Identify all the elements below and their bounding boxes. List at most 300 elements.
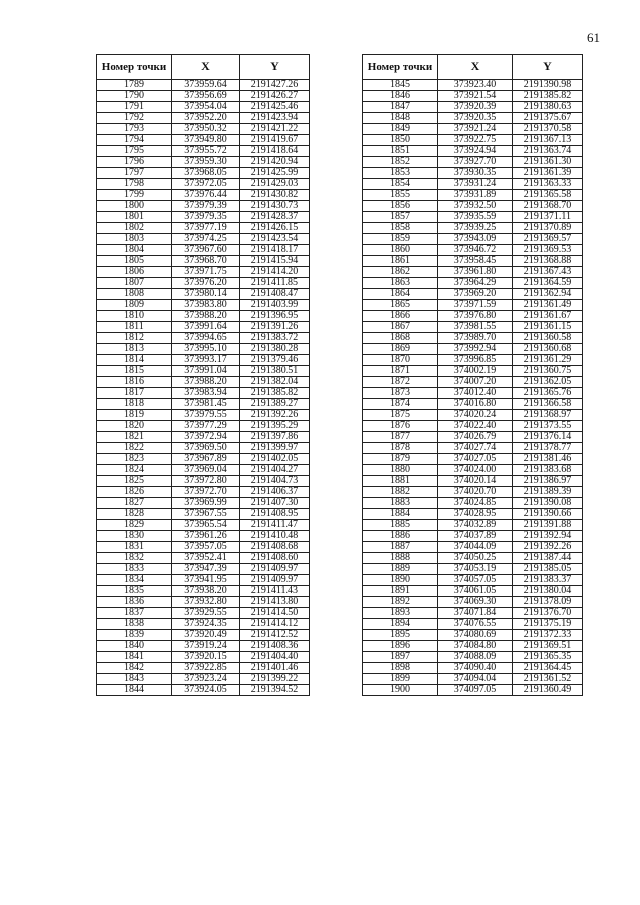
point-number-cell: 1828 <box>97 509 172 520</box>
table-row <box>97 168 310 179</box>
point-number-cell: 1850 <box>363 135 438 146</box>
table-row <box>363 421 583 432</box>
point-number-cell: 1883 <box>363 498 438 509</box>
x-coordinate-cell: 374024.00 <box>438 465 513 476</box>
y-coordinate-cell: 2191391.88 <box>513 520 583 531</box>
point-number-cell: 1872 <box>363 377 438 388</box>
table-row <box>363 443 583 454</box>
point-number-cell: 1795 <box>97 146 172 157</box>
x-coordinate-cell: 373969.20 <box>438 289 513 300</box>
table-row <box>363 333 583 344</box>
table-row <box>97 388 310 399</box>
x-coordinate-cell: 374028.95 <box>438 509 513 520</box>
table-row <box>363 685 583 696</box>
y-coordinate-cell: 2191368.70 <box>513 201 583 212</box>
table-row <box>363 388 583 399</box>
table-row <box>97 630 310 641</box>
point-number-cell: 1813 <box>97 344 172 355</box>
y-coordinate-cell: 2191371.11 <box>513 212 583 223</box>
x-coordinate-cell: 373943.09 <box>438 234 513 245</box>
y-coordinate-cell: 2191385.82 <box>240 388 310 399</box>
point-number-cell: 1835 <box>97 586 172 597</box>
table-row <box>363 146 583 157</box>
table-row <box>363 575 583 586</box>
point-number-cell: 1857 <box>363 212 438 223</box>
point-number-cell: 1896 <box>363 641 438 652</box>
table-row <box>97 520 310 531</box>
x-coordinate-cell: 374037.89 <box>438 531 513 542</box>
y-coordinate-cell: 2191418.64 <box>240 146 310 157</box>
y-coordinate-cell: 2191408.95 <box>240 509 310 520</box>
y-coordinate-cell: 2191360.68 <box>513 344 583 355</box>
table-row <box>97 113 310 124</box>
table-row <box>363 322 583 333</box>
point-number-cell: 1841 <box>97 652 172 663</box>
point-number-cell: 1837 <box>97 608 172 619</box>
point-number-cell: 1867 <box>363 322 438 333</box>
y-coordinate-cell: 2191419.67 <box>240 135 310 146</box>
y-coordinate-cell: 2191375.19 <box>513 619 583 630</box>
point-number-cell: 1804 <box>97 245 172 256</box>
x-coordinate-cell: 373947.39 <box>172 564 240 575</box>
table-row <box>97 91 310 102</box>
y-coordinate-cell: 2191361.30 <box>513 157 583 168</box>
y-coordinate-cell: 2191411.47 <box>240 520 310 531</box>
y-coordinate-cell: 2191367.13 <box>513 135 583 146</box>
table-row <box>97 652 310 663</box>
y-coordinate-cell: 2191404.73 <box>240 476 310 487</box>
table-row <box>97 146 310 157</box>
point-number-cell: 1818 <box>97 399 172 410</box>
table-row <box>363 399 583 410</box>
point-number-cell: 1815 <box>97 366 172 377</box>
table-row <box>97 102 310 113</box>
x-coordinate-cell: 374097.05 <box>438 685 513 696</box>
x-coordinate-cell: 373995.10 <box>172 344 240 355</box>
y-coordinate-cell: 2191412.52 <box>240 630 310 641</box>
point-number-cell: 1839 <box>97 630 172 641</box>
x-coordinate-cell: 373969.99 <box>172 498 240 509</box>
x-coordinate-cell: 373967.55 <box>172 509 240 520</box>
table-row <box>97 157 310 168</box>
table-row <box>97 278 310 289</box>
table-row <box>363 520 583 531</box>
x-coordinate-cell: 373952.41 <box>172 553 240 564</box>
x-coordinate-cell: 373921.24 <box>438 124 513 135</box>
point-number-cell: 1789 <box>97 80 172 91</box>
y-coordinate-cell: 2191368.88 <box>513 256 583 267</box>
point-number-cell: 1806 <box>97 267 172 278</box>
table-row <box>363 212 583 223</box>
point-number-header: Номер точки <box>97 55 172 80</box>
table-row <box>363 553 583 564</box>
x-coordinate-cell: 374061.05 <box>438 586 513 597</box>
table-row <box>97 586 310 597</box>
point-number-cell: 1854 <box>363 179 438 190</box>
y-coordinate-cell: 2191426.15 <box>240 223 310 234</box>
table-row <box>363 498 583 509</box>
x-coordinate-cell: 373961.80 <box>438 267 513 278</box>
x-coordinate-cell: 373994.65 <box>172 333 240 344</box>
table-row <box>97 443 310 454</box>
table-row <box>97 289 310 300</box>
table-row <box>97 234 310 245</box>
point-number-cell: 1858 <box>363 223 438 234</box>
table-row <box>97 619 310 630</box>
table-row <box>97 245 310 256</box>
y-coordinate-cell: 2191403.99 <box>240 300 310 311</box>
table-row <box>363 256 583 267</box>
point-number-cell: 1846 <box>363 91 438 102</box>
y-coordinate-cell: 2191411.43 <box>240 586 310 597</box>
point-number-cell: 1873 <box>363 388 438 399</box>
table-row <box>363 223 583 234</box>
y-coordinate-cell: 2191426.27 <box>240 91 310 102</box>
table-row <box>97 267 310 278</box>
y-coordinate-cell: 2191409.97 <box>240 575 310 586</box>
x-coordinate-cell: 374027.05 <box>438 454 513 465</box>
point-number-cell: 1870 <box>363 355 438 366</box>
x-coordinate-cell: 373976.44 <box>172 190 240 201</box>
table-row <box>363 487 583 498</box>
y-coordinate-cell: 2191368.97 <box>513 410 583 421</box>
y-coordinate-cell: 2191364.59 <box>513 278 583 289</box>
point-number-cell: 1807 <box>97 278 172 289</box>
table-row <box>363 652 583 663</box>
point-number-cell: 1834 <box>97 575 172 586</box>
x-coordinate-cell: 374084.80 <box>438 641 513 652</box>
table-row <box>97 366 310 377</box>
table-row <box>363 91 583 102</box>
y-coordinate-cell: 2191429.03 <box>240 179 310 190</box>
point-number-cell: 1860 <box>363 245 438 256</box>
x-coordinate-cell: 374002.19 <box>438 366 513 377</box>
point-number-cell: 1899 <box>363 674 438 685</box>
point-number-cell: 1887 <box>363 542 438 553</box>
y-coordinate-cell: 2191390.66 <box>513 509 583 520</box>
point-number-cell: 1803 <box>97 234 172 245</box>
x-coordinate-cell: 373923.24 <box>172 674 240 685</box>
point-number-cell: 1886 <box>363 531 438 542</box>
x-coordinate-cell: 373983.80 <box>172 300 240 311</box>
point-number-cell: 1824 <box>97 465 172 476</box>
y-coordinate-cell: 2191369.57 <box>513 234 583 245</box>
point-number-cell: 1811 <box>97 322 172 333</box>
x-coordinate-cell: 373991.04 <box>172 366 240 377</box>
x-coordinate-cell: 374069.30 <box>438 597 513 608</box>
table-row <box>97 300 310 311</box>
point-number-cell: 1893 <box>363 608 438 619</box>
table-row <box>363 432 583 443</box>
table-row <box>363 564 583 575</box>
y-coordinate-cell: 2191425.46 <box>240 102 310 113</box>
table-row <box>97 212 310 223</box>
point-number-cell: 1840 <box>97 641 172 652</box>
y-coordinate-cell: 2191366.58 <box>513 399 583 410</box>
point-number-cell: 1888 <box>363 553 438 564</box>
table-row <box>97 685 310 696</box>
table-row <box>97 597 310 608</box>
y-coordinate-cell: 2191385.05 <box>513 564 583 575</box>
x-header: X <box>438 55 513 80</box>
x-coordinate-cell: 374020.14 <box>438 476 513 487</box>
y-coordinate-cell: 2191369.51 <box>513 641 583 652</box>
coordinates-table-left <box>96 54 310 696</box>
table-row <box>97 410 310 421</box>
x-coordinate-cell: 373924.05 <box>172 685 240 696</box>
point-number-cell: 1892 <box>363 597 438 608</box>
point-number-cell: 1832 <box>97 553 172 564</box>
y-coordinate-cell: 2191361.15 <box>513 322 583 333</box>
x-coordinate-cell: 373988.20 <box>172 311 240 322</box>
point-number-cell: 1843 <box>97 674 172 685</box>
table-row <box>97 663 310 674</box>
point-number-cell: 1816 <box>97 377 172 388</box>
y-coordinate-cell: 2191389.39 <box>513 487 583 498</box>
x-coordinate-cell: 374007.20 <box>438 377 513 388</box>
y-coordinate-cell: 2191427.26 <box>240 80 310 91</box>
table-row <box>97 124 310 135</box>
point-number-cell: 1876 <box>363 421 438 432</box>
table-row <box>363 531 583 542</box>
x-coordinate-cell: 373950.32 <box>172 124 240 135</box>
point-number-cell: 1861 <box>363 256 438 267</box>
point-number-cell: 1881 <box>363 476 438 487</box>
y-coordinate-cell: 2191365.58 <box>513 190 583 201</box>
point-number-cell: 1793 <box>97 124 172 135</box>
y-coordinate-cell: 2191376.14 <box>513 432 583 443</box>
y-coordinate-cell: 2191360.49 <box>513 685 583 696</box>
y-coordinate-cell: 2191428.37 <box>240 212 310 223</box>
y-coordinate-cell: 2191380.63 <box>513 102 583 113</box>
x-coordinate-cell: 373967.60 <box>172 245 240 256</box>
x-coordinate-cell: 373923.40 <box>438 80 513 91</box>
point-number-cell: 1794 <box>97 135 172 146</box>
point-number-cell: 1889 <box>363 564 438 575</box>
y-coordinate-cell: 2191362.94 <box>513 289 583 300</box>
x-coordinate-cell: 373941.95 <box>172 575 240 586</box>
point-number-cell: 1829 <box>97 520 172 531</box>
x-coordinate-cell: 373979.55 <box>172 410 240 421</box>
point-number-cell: 1894 <box>363 619 438 630</box>
x-coordinate-cell: 373981.45 <box>172 399 240 410</box>
table-row <box>363 135 583 146</box>
point-number-cell: 1796 <box>97 157 172 168</box>
x-coordinate-cell: 374080.69 <box>438 630 513 641</box>
point-number-cell: 1871 <box>363 366 438 377</box>
table-row <box>97 179 310 190</box>
point-number-cell: 1842 <box>97 663 172 674</box>
point-number-cell: 1851 <box>363 146 438 157</box>
x-coordinate-cell: 373968.70 <box>172 256 240 267</box>
x-coordinate-cell: 373922.85 <box>172 663 240 674</box>
y-coordinate-cell: 2191361.49 <box>513 300 583 311</box>
x-coordinate-cell: 374044.09 <box>438 542 513 553</box>
point-number-cell: 1790 <box>97 91 172 102</box>
point-number-cell: 1868 <box>363 333 438 344</box>
y-coordinate-cell: 2191392.26 <box>240 410 310 421</box>
x-coordinate-cell: 373949.80 <box>172 135 240 146</box>
x-coordinate-cell: 374022.40 <box>438 421 513 432</box>
table-row <box>97 190 310 201</box>
point-number-cell: 1852 <box>363 157 438 168</box>
point-number-cell: 1898 <box>363 663 438 674</box>
y-coordinate-cell: 2191410.48 <box>240 531 310 542</box>
point-number-cell: 1884 <box>363 509 438 520</box>
x-coordinate-cell: 373929.55 <box>172 608 240 619</box>
point-number-cell: 1817 <box>97 388 172 399</box>
x-coordinate-cell: 374020.24 <box>438 410 513 421</box>
point-number-cell: 1856 <box>363 201 438 212</box>
y-coordinate-cell: 2191380.51 <box>240 366 310 377</box>
table-row <box>97 487 310 498</box>
table-row <box>97 135 310 146</box>
x-coordinate-cell: 373979.39 <box>172 201 240 212</box>
x-coordinate-cell: 373954.04 <box>172 102 240 113</box>
table-row <box>97 465 310 476</box>
y-coordinate-cell: 2191418.17 <box>240 245 310 256</box>
y-coordinate-cell: 2191361.39 <box>513 168 583 179</box>
table-row <box>97 641 310 652</box>
point-number-cell: 1866 <box>363 311 438 322</box>
x-coordinate-cell: 373964.29 <box>438 278 513 289</box>
y-coordinate-cell: 2191380.28 <box>240 344 310 355</box>
table-row <box>97 399 310 410</box>
table-row <box>363 179 583 190</box>
point-number-cell: 1874 <box>363 399 438 410</box>
point-number-cell: 1879 <box>363 454 438 465</box>
point-number-cell: 1877 <box>363 432 438 443</box>
x-coordinate-cell: 373971.59 <box>438 300 513 311</box>
point-number-cell: 1826 <box>97 487 172 498</box>
x-coordinate-cell: 373976.20 <box>172 278 240 289</box>
point-number-cell: 1791 <box>97 102 172 113</box>
table-row <box>363 630 583 641</box>
y-coordinate-cell: 2191389.27 <box>240 399 310 410</box>
point-number-cell: 1830 <box>97 531 172 542</box>
y-coordinate-cell: 2191394.52 <box>240 685 310 696</box>
table-row <box>97 311 310 322</box>
x-header: X <box>172 55 240 80</box>
point-number-cell: 1822 <box>97 443 172 454</box>
x-coordinate-cell: 373977.29 <box>172 421 240 432</box>
point-number-cell: 1831 <box>97 542 172 553</box>
point-number-cell: 1875 <box>363 410 438 421</box>
point-number-cell: 1800 <box>97 201 172 212</box>
x-coordinate-cell: 374027.74 <box>438 443 513 454</box>
point-number-cell: 1863 <box>363 278 438 289</box>
x-coordinate-cell: 373972.70 <box>172 487 240 498</box>
y-coordinate-cell: 2191415.94 <box>240 256 310 267</box>
point-number-cell: 1845 <box>363 80 438 91</box>
table-row <box>97 498 310 509</box>
table-row <box>363 234 583 245</box>
point-number-cell: 1878 <box>363 443 438 454</box>
table-row <box>363 410 583 421</box>
table-row <box>363 267 583 278</box>
table-row <box>363 542 583 553</box>
point-number-cell: 1849 <box>363 124 438 135</box>
x-coordinate-cell: 373996.85 <box>438 355 513 366</box>
y-coordinate-cell: 2191407.30 <box>240 498 310 509</box>
y-coordinate-cell: 2191379.46 <box>240 355 310 366</box>
x-coordinate-cell: 373920.49 <box>172 630 240 641</box>
y-coordinate-cell: 2191420.94 <box>240 157 310 168</box>
point-number-cell: 1792 <box>97 113 172 124</box>
x-coordinate-cell: 373958.45 <box>438 256 513 267</box>
x-coordinate-cell: 373991.64 <box>172 322 240 333</box>
point-number-cell: 1869 <box>363 344 438 355</box>
x-coordinate-cell: 373989.70 <box>438 333 513 344</box>
table-row <box>363 311 583 322</box>
table-row <box>363 586 583 597</box>
table-row <box>97 531 310 542</box>
x-coordinate-cell: 374012.40 <box>438 388 513 399</box>
point-number-cell: 1865 <box>363 300 438 311</box>
x-coordinate-cell: 374094.04 <box>438 674 513 685</box>
point-number-cell: 1885 <box>363 520 438 531</box>
y-coordinate-cell: 2191360.75 <box>513 366 583 377</box>
x-coordinate-cell: 373972.80 <box>172 476 240 487</box>
y-coordinate-cell: 2191361.67 <box>513 311 583 322</box>
table-row <box>363 663 583 674</box>
point-number-cell: 1862 <box>363 267 438 278</box>
y-coordinate-cell: 2191406.37 <box>240 487 310 498</box>
x-coordinate-cell: 374076.55 <box>438 619 513 630</box>
x-coordinate-cell: 373927.70 <box>438 157 513 168</box>
y-coordinate-cell: 2191385.82 <box>513 91 583 102</box>
point-number-cell: 1821 <box>97 432 172 443</box>
x-coordinate-cell: 373959.30 <box>172 157 240 168</box>
point-number-cell: 1819 <box>97 410 172 421</box>
table-row <box>97 575 310 586</box>
table-row <box>97 564 310 575</box>
point-number-cell: 1900 <box>363 685 438 696</box>
y-coordinate-cell: 2191387.44 <box>513 553 583 564</box>
y-coordinate-cell: 2191401.46 <box>240 663 310 674</box>
table-row <box>97 223 310 234</box>
table-row <box>97 421 310 432</box>
x-coordinate-cell: 373939.25 <box>438 223 513 234</box>
y-coordinate-cell: 2191376.70 <box>513 608 583 619</box>
x-coordinate-cell: 373968.05 <box>172 168 240 179</box>
y-coordinate-cell: 2191370.58 <box>513 124 583 135</box>
point-number-cell: 1810 <box>97 311 172 322</box>
y-coordinate-cell: 2191399.22 <box>240 674 310 685</box>
y-coordinate-cell: 2191373.55 <box>513 421 583 432</box>
x-coordinate-cell: 374032.89 <box>438 520 513 531</box>
point-number-cell: 1891 <box>363 586 438 597</box>
y-coordinate-cell: 2191378.77 <box>513 443 583 454</box>
x-coordinate-cell: 373920.15 <box>172 652 240 663</box>
table-row <box>363 289 583 300</box>
point-number-cell: 1814 <box>97 355 172 366</box>
y-coordinate-cell: 2191423.94 <box>240 113 310 124</box>
table-row <box>97 322 310 333</box>
y-coordinate-cell: 2191381.46 <box>513 454 583 465</box>
y-coordinate-cell: 2191370.89 <box>513 223 583 234</box>
table-row <box>97 476 310 487</box>
table-header-row <box>97 55 310 80</box>
point-number-cell: 1799 <box>97 190 172 201</box>
y-coordinate-cell: 2191363.74 <box>513 146 583 157</box>
point-number-cell: 1859 <box>363 234 438 245</box>
y-coordinate-cell: 2191361.52 <box>513 674 583 685</box>
x-coordinate-cell: 373931.24 <box>438 179 513 190</box>
x-coordinate-cell: 373924.35 <box>172 619 240 630</box>
x-coordinate-cell: 373959.64 <box>172 80 240 91</box>
point-number-cell: 1809 <box>97 300 172 311</box>
